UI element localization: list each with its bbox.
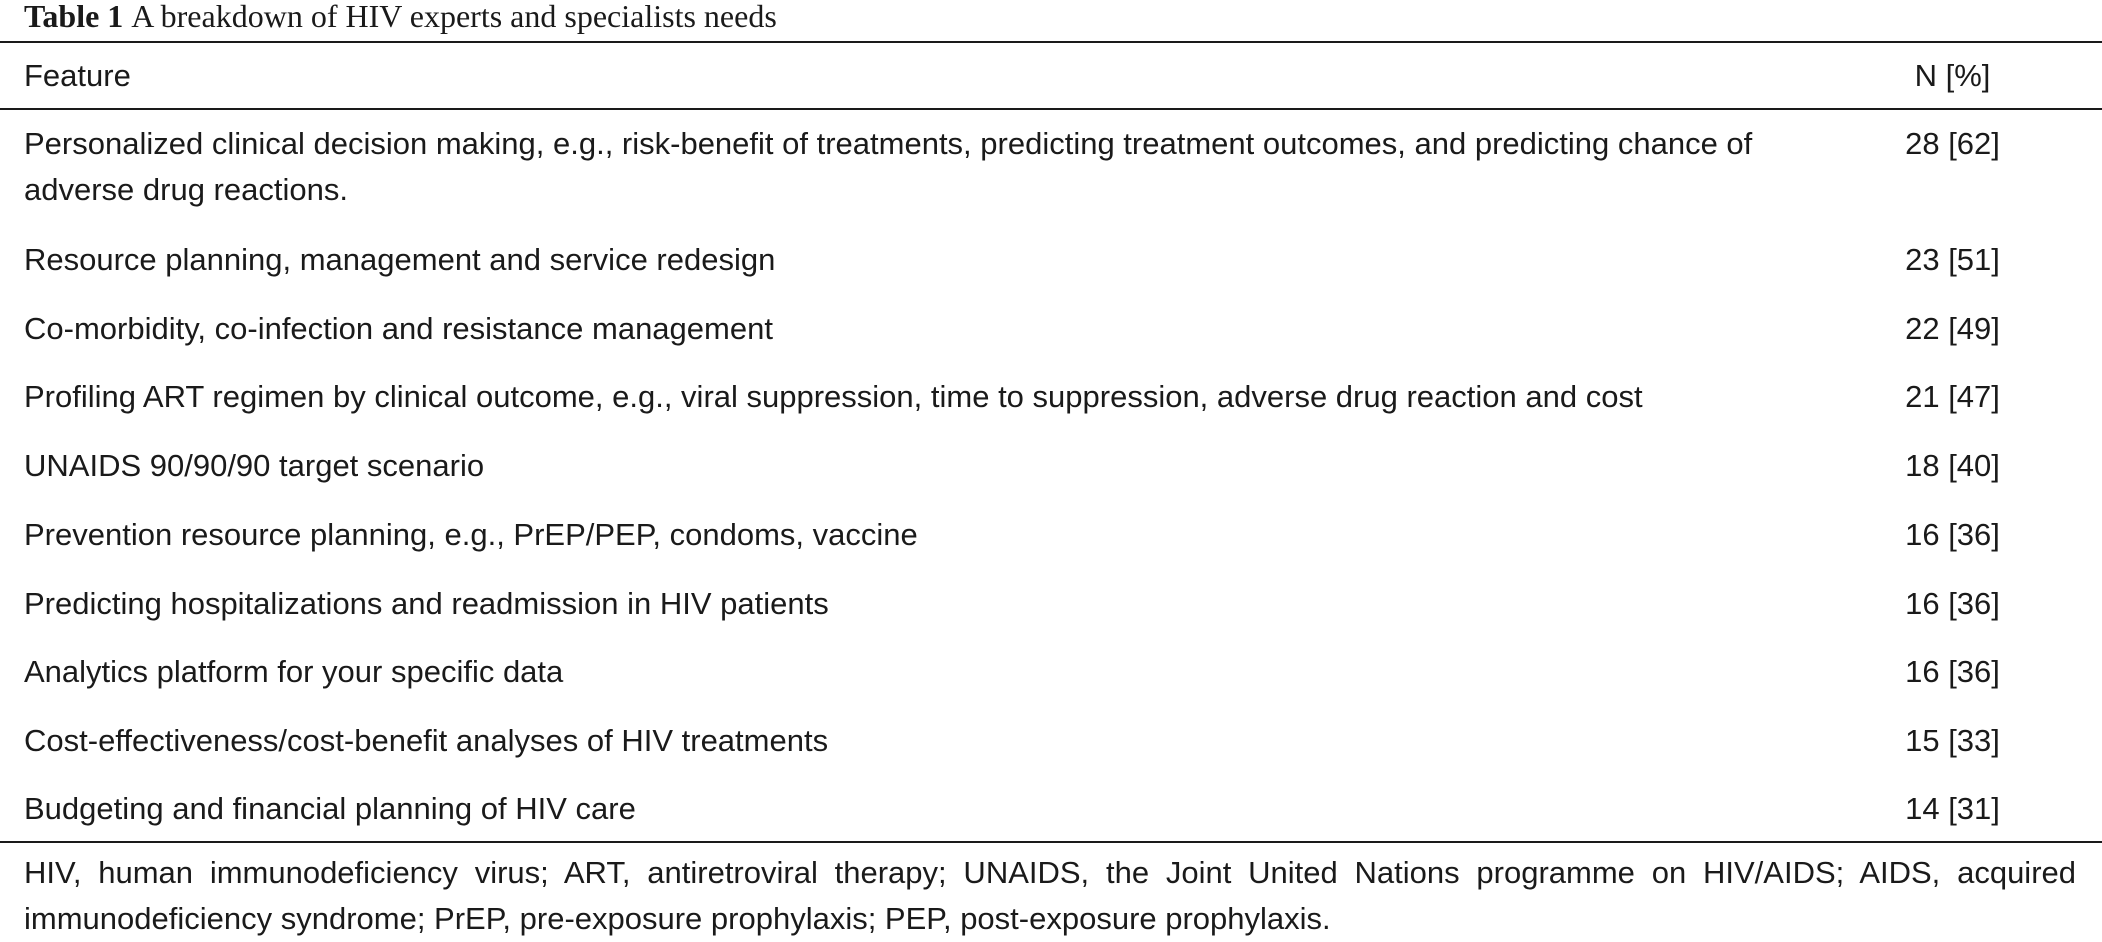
feature-cell: Predicting hospitalizations and readmission in HIV patients [24,586,829,621]
n-percent-cell: 16 [36] [1905,517,2000,552]
column-header-feature: Feature [24,58,131,93]
n-percent-cell: 28 [62] [1905,126,2000,161]
bottom-rule [0,841,2102,843]
header-rule [0,108,2102,110]
n-percent-cell: 16 [36] [1905,654,2000,689]
feature-cell: Cost-effectiveness/cost-benefit analyses of HIV treatments [24,723,829,758]
table-title: A breakdown of HIV experts and specialists needs [131,0,777,34]
feature-cell: Budgeting and financial planning of HIV care [24,791,636,826]
feature-cell: Personalized clinical decision making, e.g., risk-benefit of treatments, predicting treatment outcomes, and predicting chance of adverse drug reactions. [24,126,1753,207]
feature-cell: Co-morbidity, co-infection and resistance management [24,311,773,346]
n-percent-cell: 21 [47] [1905,379,2000,414]
n-percent-cell: 22 [49] [1905,311,2000,346]
top-rule [0,41,2102,43]
table-footnote: HIV, human immunodeficiency virus; ART, antiretroviral therapy; UNAIDS, the Joint United Nations programme on HIV/AIDS; AIDS, acquired immunodeficiency syndrome; PrEP, pre-exposure prophylaxis; PEP, post-exposure prophylaxis. [24,855,2076,936]
table-caption [24,0,777,36]
feature-cell: UNAIDS 90/90/90 target scenario [24,448,485,483]
n-percent-cell: 23 [51] [1905,242,2000,277]
feature-cell: Profiling ART regimen by clinical outcome, e.g., viral suppression, time to suppression, adverse drug reaction and cost [24,379,1643,414]
feature-cell: Resource planning, management and service redesign [24,242,776,277]
table-label: Table 1 [24,0,124,34]
feature-cell: Analytics platform for your specific data [24,654,564,689]
n-percent-cell: 14 [31] [1905,791,2000,826]
n-percent-cell: 18 [40] [1905,448,2000,483]
column-header-n-percent: N [%] [1914,58,1991,93]
feature-cell: Prevention resource planning, e.g., PrEP/PEP, condoms, vaccine [24,517,918,552]
n-percent-cell: 15 [33] [1905,723,2000,758]
n-percent-cell: 16 [36] [1905,586,2000,621]
